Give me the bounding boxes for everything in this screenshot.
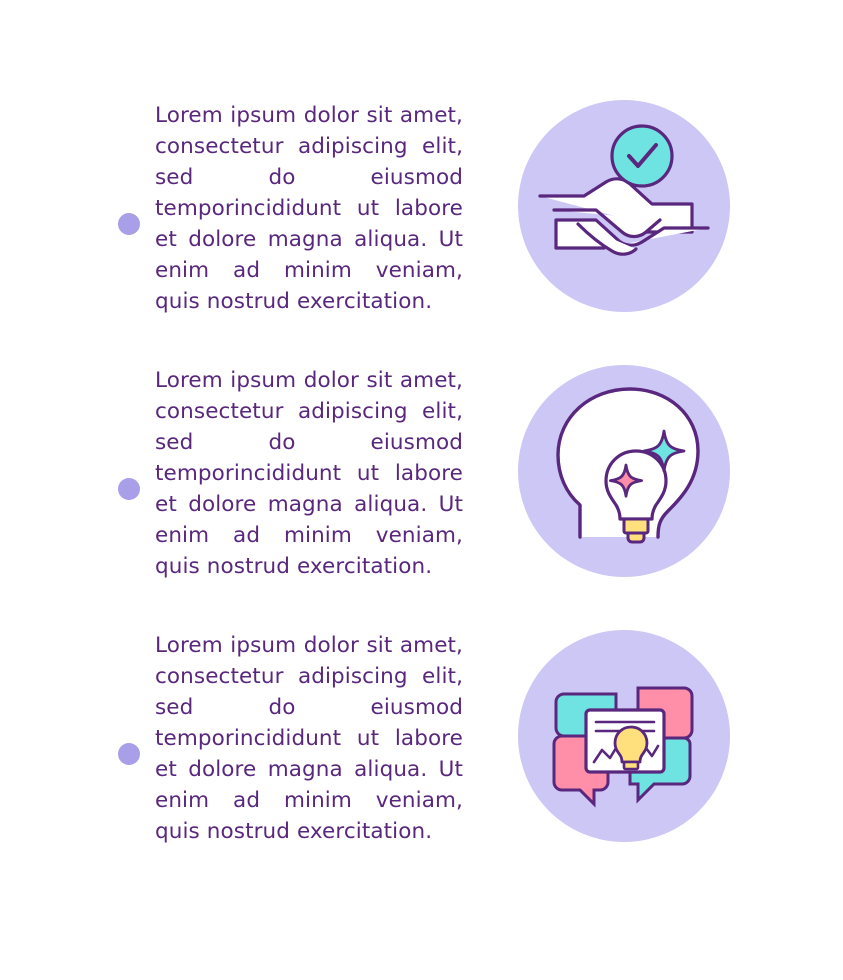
bullet-point-2 [118, 478, 140, 500]
bullet-point-3 [118, 743, 140, 765]
content-row-1 [0, 100, 843, 340]
text-column-1 [155, 100, 463, 317]
paragraph-2: Lorem ipsum dolor sit amet, consectetur adipiscing elit, sed do eiusmod temporincididunt ut labore et dolore magna aliqua. Ut enim ad minim veniam, quis nostrud exercitation. [155, 368, 463, 579]
head-lightbulb-idea-icon [518, 365, 730, 577]
bullet-column-1 [0, 100, 155, 340]
bullet-column-2 [0, 365, 155, 605]
paragraph-3: Lorem ipsum dolor sit amet, consectetur adipiscing elit, sed do eiusmod temporincididunt ut labore et dolore magna aliqua. Ut enim ad minim veniam, quis nostrud exercitation. [155, 633, 463, 844]
content-row-3 [0, 630, 843, 870]
bullet-column-3 [0, 630, 155, 870]
bullet-point-1 [118, 213, 140, 235]
icon-column-2 [463, 365, 843, 577]
paragraph-1: Lorem ipsum dolor sit amet, consectetur adipiscing elit, sed do eiusmod temporincididunt ut labore et dolore magna aliqua. Ut enim ad minim veniam, quis nostrud exercitation. [155, 103, 463, 314]
icon-column-3 [463, 630, 843, 842]
text-column-3 [155, 630, 463, 847]
handshake-check-icon [518, 100, 730, 312]
icon-column-1 [463, 100, 843, 312]
content-row-2 [0, 365, 843, 605]
text-column-2 [155, 365, 463, 582]
speech-bubbles-idea-card-icon [518, 630, 730, 842]
